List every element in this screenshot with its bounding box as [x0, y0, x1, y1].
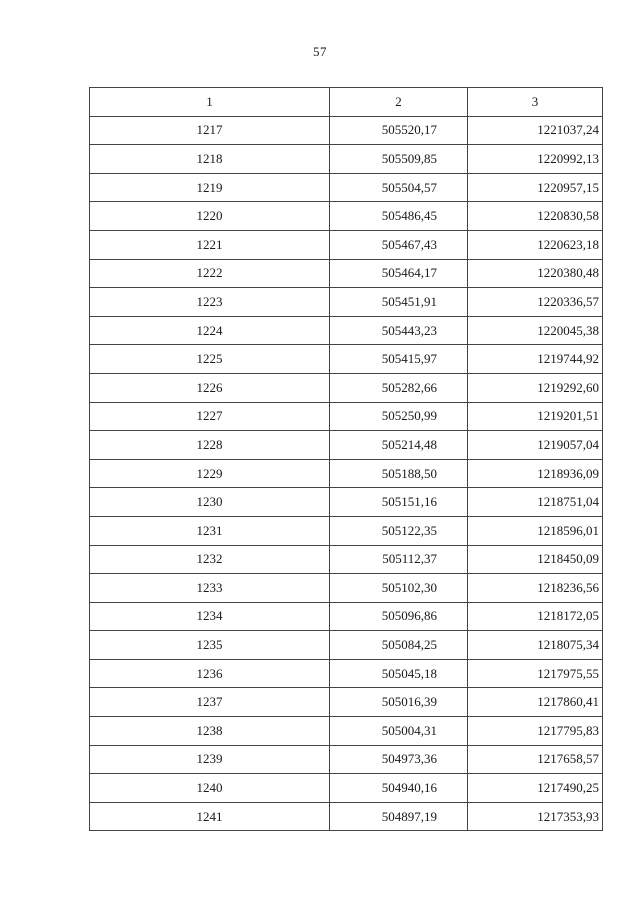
- x-coordinate-cell: 505096,86: [330, 602, 468, 631]
- y-coordinate-cell: 1220957,15: [468, 173, 603, 202]
- x-coordinate-cell: 505084,25: [330, 631, 468, 660]
- x-coordinate-cell: 505102,30: [330, 574, 468, 603]
- table-row: [90, 116, 603, 145]
- x-coordinate-cell: 505467,43: [330, 230, 468, 259]
- table-row: [90, 516, 603, 545]
- x-coordinate-cell: 505282,66: [330, 373, 468, 402]
- table-row: [90, 230, 603, 259]
- table-row: [90, 717, 603, 746]
- point-number-cell: 1238: [90, 717, 330, 746]
- x-coordinate-cell: 505016,39: [330, 688, 468, 717]
- x-coordinate-cell: 505451,91: [330, 288, 468, 317]
- y-coordinate-cell: 1219057,04: [468, 431, 603, 460]
- table-row: [90, 316, 603, 345]
- x-coordinate-cell: 505415,97: [330, 345, 468, 374]
- point-number-cell: 1240: [90, 774, 330, 803]
- point-number-cell: 1230: [90, 488, 330, 517]
- point-number-cell: 1227: [90, 402, 330, 431]
- table-row: [90, 545, 603, 574]
- point-number-cell: 1236: [90, 659, 330, 688]
- x-coordinate-cell: 505520,17: [330, 116, 468, 145]
- point-number-cell: 1225: [90, 345, 330, 374]
- point-number-cell: 1234: [90, 602, 330, 631]
- point-number-cell: 1221: [90, 230, 330, 259]
- x-coordinate-cell: 505004,31: [330, 717, 468, 746]
- point-number-cell: 1224: [90, 316, 330, 345]
- x-coordinate-cell: 505509,85: [330, 145, 468, 174]
- y-coordinate-cell: 1218596,01: [468, 516, 603, 545]
- point-number-cell: 1218: [90, 145, 330, 174]
- y-coordinate-cell: 1217353,93: [468, 802, 603, 831]
- x-coordinate-cell: 504973,36: [330, 745, 468, 774]
- point-number-cell: 1229: [90, 459, 330, 488]
- y-coordinate-cell: 1217860,41: [468, 688, 603, 717]
- table-row: [90, 802, 603, 831]
- table-row: [90, 459, 603, 488]
- table-row: [90, 688, 603, 717]
- point-number-cell: 1228: [90, 431, 330, 460]
- coordinates-table: [89, 87, 603, 831]
- table-row: [90, 488, 603, 517]
- y-coordinate-cell: 1220380,48: [468, 259, 603, 288]
- point-number-cell: 1233: [90, 574, 330, 603]
- point-number-cell: 1239: [90, 745, 330, 774]
- x-coordinate-cell: 504940,16: [330, 774, 468, 803]
- column-header-1: 1: [90, 88, 330, 117]
- table-row: [90, 431, 603, 460]
- y-coordinate-cell: 1220045,38: [468, 316, 603, 345]
- point-number-cell: 1232: [90, 545, 330, 574]
- y-coordinate-cell: 1217658,57: [468, 745, 603, 774]
- y-coordinate-cell: 1219201,51: [468, 402, 603, 431]
- x-coordinate-cell: 505188,50: [330, 459, 468, 488]
- y-coordinate-cell: 1220830,58: [468, 202, 603, 231]
- y-coordinate-cell: 1218172,05: [468, 602, 603, 631]
- y-coordinate-cell: 1218751,04: [468, 488, 603, 517]
- point-number-cell: 1235: [90, 631, 330, 660]
- table-row: [90, 631, 603, 660]
- y-coordinate-cell: 1218236,56: [468, 574, 603, 603]
- point-number-cell: 1223: [90, 288, 330, 317]
- table-row: [90, 173, 603, 202]
- x-coordinate-cell: 505486,45: [330, 202, 468, 231]
- table-body: [90, 116, 603, 831]
- table-row: [90, 288, 603, 317]
- point-number-cell: 1237: [90, 688, 330, 717]
- point-number-cell: 1241: [90, 802, 330, 831]
- y-coordinate-cell: 1219744,92: [468, 345, 603, 374]
- x-coordinate-cell: 504897,19: [330, 802, 468, 831]
- y-coordinate-cell: 1219292,60: [468, 373, 603, 402]
- x-coordinate-cell: 505443,23: [330, 316, 468, 345]
- y-coordinate-cell: 1220992,13: [468, 145, 603, 174]
- point-number-cell: 1231: [90, 516, 330, 545]
- y-coordinate-cell: 1221037,24: [468, 116, 603, 145]
- x-coordinate-cell: 505045,18: [330, 659, 468, 688]
- table-header-row: [90, 88, 603, 117]
- table-row: [90, 373, 603, 402]
- table-row: [90, 345, 603, 374]
- y-coordinate-cell: 1218936,09: [468, 459, 603, 488]
- x-coordinate-cell: 505214,48: [330, 431, 468, 460]
- y-coordinate-cell: 1217795,83: [468, 717, 603, 746]
- table-row: [90, 202, 603, 231]
- y-coordinate-cell: 1217490,25: [468, 774, 603, 803]
- column-header-3: 3: [468, 88, 603, 117]
- x-coordinate-cell: 505122,35: [330, 516, 468, 545]
- table-row: [90, 774, 603, 803]
- table-row: [90, 402, 603, 431]
- y-coordinate-cell: 1220336,57: [468, 288, 603, 317]
- x-coordinate-cell: 505504,57: [330, 173, 468, 202]
- y-coordinate-cell: 1220623,18: [468, 230, 603, 259]
- x-coordinate-cell: 505464,17: [330, 259, 468, 288]
- column-header-2: 2: [330, 88, 468, 117]
- table-row: [90, 145, 603, 174]
- x-coordinate-cell: 505112,37: [330, 545, 468, 574]
- point-number-cell: 1226: [90, 373, 330, 402]
- page-number: 57: [313, 44, 327, 59]
- x-coordinate-cell: 505250,99: [330, 402, 468, 431]
- y-coordinate-cell: 1218075,34: [468, 631, 603, 660]
- table-row: [90, 259, 603, 288]
- point-number-cell: 1222: [90, 259, 330, 288]
- table-row: [90, 745, 603, 774]
- table-row: [90, 659, 603, 688]
- table-row: [90, 574, 603, 603]
- y-coordinate-cell: 1218450,09: [468, 545, 603, 574]
- point-number-cell: 1219: [90, 173, 330, 202]
- y-coordinate-cell: 1217975,55: [468, 659, 603, 688]
- x-coordinate-cell: 505151,16: [330, 488, 468, 517]
- point-number-cell: 1220: [90, 202, 330, 231]
- point-number-cell: 1217: [90, 116, 330, 145]
- table-row: [90, 602, 603, 631]
